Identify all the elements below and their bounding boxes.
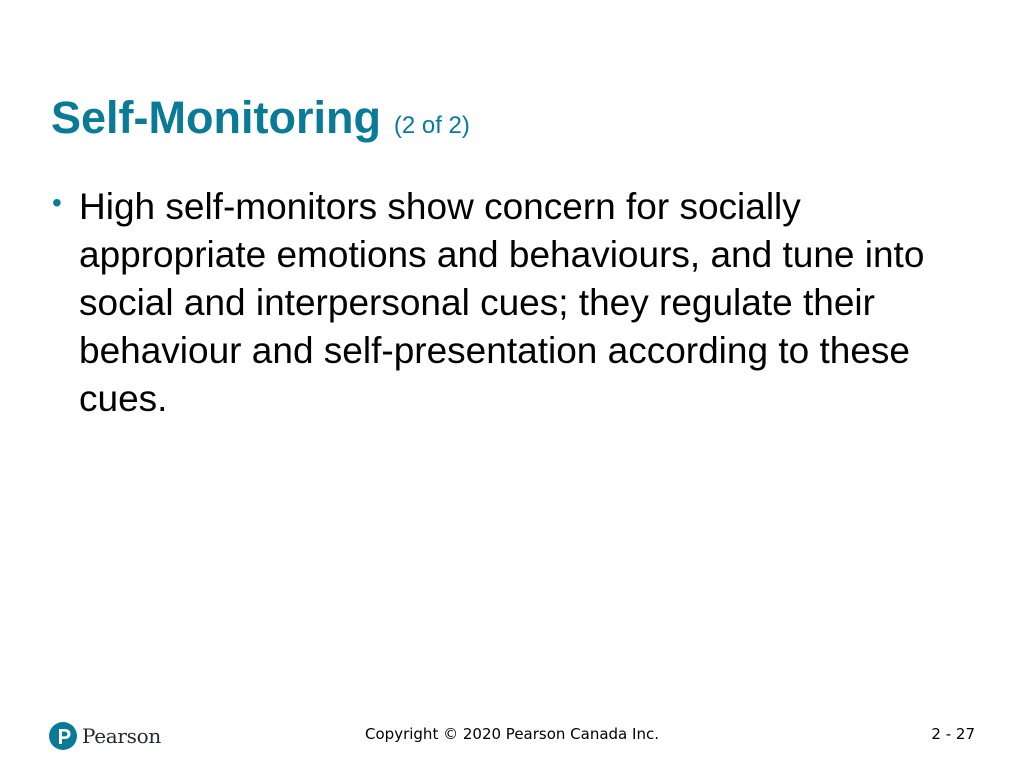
title-subtitle: (2 of 2) [393, 112, 470, 139]
bullet-text: High self-monitors show concern for socially appropriate emotions and behaviours, and tune into social and interpersonal cues; they regulate their behaviour and self-presentation according to these cues. [79, 186, 925, 419]
bullet-marker: • [52, 187, 62, 218]
slide-title [51, 92, 470, 144]
logo-wordmark: Pearson [82, 724, 161, 748]
bullet-item [48, 183, 978, 423]
title-main: Self-Monitoring [51, 92, 381, 143]
bullet-list [48, 183, 978, 423]
copyright-notice: Copyright © 2020 Pearson Canada Inc. [365, 725, 659, 743]
page-number: 2 - 27 [931, 725, 975, 743]
